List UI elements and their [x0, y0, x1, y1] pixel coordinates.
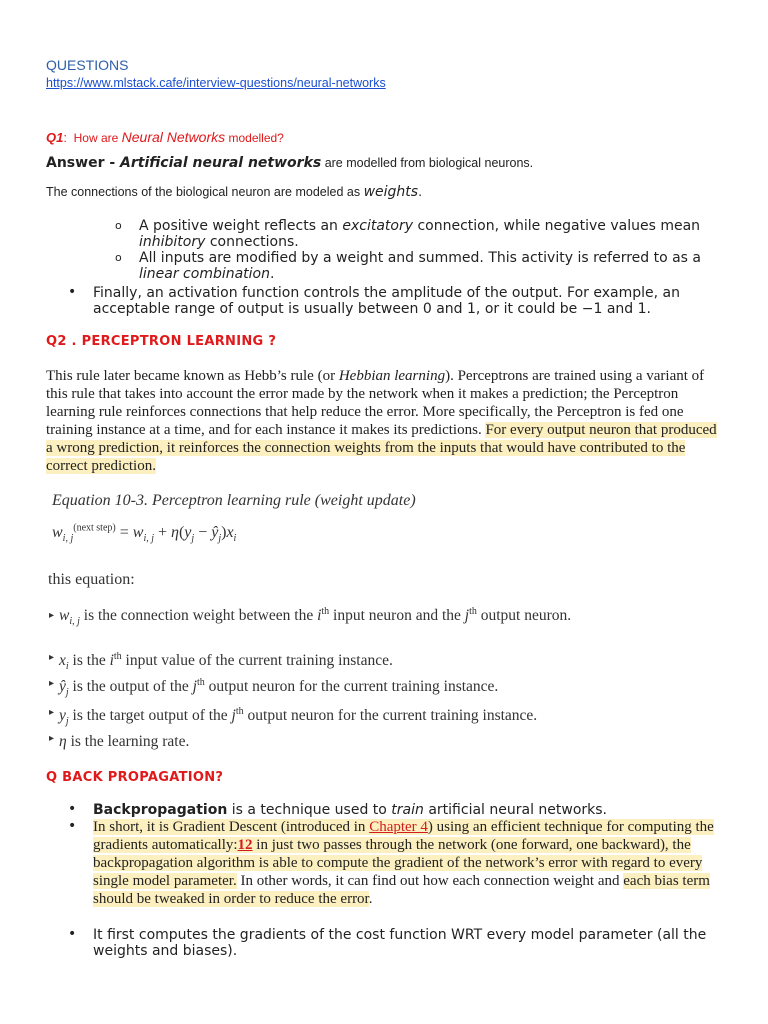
def-text: is the target output of the [68, 707, 232, 724]
answer-label: Answer - [46, 155, 121, 171]
triangle-bullet-icon: ▸ [49, 707, 55, 718]
def-text: is the connection weight between the [79, 607, 318, 624]
th-suffix: th [113, 650, 122, 662]
sub-bullet-text: A positive weight reflects an [139, 218, 343, 234]
q1-em: Neural Networks [121, 129, 226, 145]
bullet-text: In other words, it can find out how each connection weight and [236, 873, 624, 889]
sub-bullet-text: All inputs are modified by a weight and summed. This activity is referred to as a [139, 250, 702, 266]
def-1: ▸ $w_{i, j}$ is the connection weight between the $i^{th}$ input neuron and the $j^{th}$ output neuron. [49, 605, 572, 628]
q1-heading [46, 129, 284, 145]
triangle-bullet-icon: ▸ [49, 678, 55, 689]
bullet-text: Finally, an activation function controls the amplitude of the output. For example, an acceptable range of output is usually between 0 and 1, or it could be −1 and 1. [93, 285, 680, 317]
answer-rest: are modelled from biological neurons. [321, 156, 534, 170]
q1-answer [46, 155, 533, 171]
bullet-em: train [391, 802, 424, 818]
equation: $w_{i, j}^{(next step)} = w_{i, j} + \eta(y_j$ − $ŷ_j)x_i$ [52, 522, 237, 545]
connections-text: The connections of the biological neuron are modeled as [46, 185, 364, 199]
def-2: ▸ $x_i$ is the $i^{th}$ input value of the current training instance. [49, 650, 393, 673]
bullet-icon: • [68, 818, 77, 834]
answer-term: Artificial neural networks [120, 155, 322, 171]
bullet-text: artificial neural networks. [423, 802, 608, 818]
connections-post: . [418, 184, 423, 199]
q2-heading: Q2 . PERCEPTRON LEARNING ? [46, 334, 277, 349]
q3-heading: Q BACK PROPAGATION? [46, 770, 224, 785]
bullet-icon: • [68, 801, 77, 817]
q2-em: Hebbian learning [338, 368, 446, 384]
q2-highlight: For every output neuron that produced a wrong prediction, it reinforces the connection weights from the inputs that would have contributed to the correct prediction. [46, 422, 717, 474]
sub-bullet-em: linear combination [139, 266, 270, 282]
q2-paragraph [46, 367, 718, 475]
bullet-text: It first computes the gradients of the cost function WRT every model parameter (all the weights and biases). [93, 927, 707, 959]
highlight-text: ) using an efficient technique for computing the gradients automatically: [93, 819, 714, 853]
th-suffix: th [235, 705, 244, 717]
sub-bullet-em: inhibitory [139, 234, 206, 250]
th-suffix: th [196, 676, 205, 688]
sub-bullet-em: excitatory [342, 218, 414, 234]
footnote-12-link[interactable]: 12 [237, 837, 253, 853]
q2-text: ). Perceptrons are trained using a variant of this rule that takes into account the error made by the network when it makes a prediction; the Perceptron learning rule reinforces connections that help reduce the error. More specifically, the Perceptron is fed one training instance at a time, and for each instance it makes its predictions. [46, 368, 705, 438]
sub-bullet-item [115, 250, 709, 282]
chapter-4-link[interactable]: Chapter 4 [369, 819, 428, 835]
q3-bullet-2 [68, 818, 723, 908]
q3-bullet-3 [68, 926, 733, 959]
def-text: input neuron and the [329, 607, 465, 624]
def-text: output neuron. [476, 607, 572, 624]
q1-bullet [68, 284, 713, 317]
this-equation-label: this equation: [48, 571, 135, 588]
def-4: ▸ $y_j$ is the target output of the $j^{th}$ output neuron for the current training instance. [49, 705, 538, 728]
backprop-term: Backpropagation [93, 802, 228, 818]
circle-bullet-icon: o [115, 219, 122, 232]
connections-em: weights [363, 184, 419, 200]
source-link[interactable]: https://www.mlstack.cafe/interview-questions/neural-networks [46, 76, 386, 90]
def-text: output neuron for the current training instance. [204, 678, 499, 695]
sub-bullet-item [115, 218, 709, 250]
bullet-icon: • [68, 284, 77, 300]
q1-sub-bullets [115, 218, 709, 282]
next-step-label: (next step) [73, 522, 116, 534]
sub-bullet-text: . [270, 266, 275, 282]
def-3: ▸ $ŷ_j$ is the output of the $j^{th}$ output neuron for the current training instance. [49, 676, 499, 699]
equation-caption: Equation 10-3. Perceptron learning rule (weight update) [52, 492, 416, 509]
th-suffix: th [321, 605, 330, 617]
highlight-text: in just two passes through the network (one forward, one backward), the backpropagation algorithm is able to compute the gradient of the network’s error with regard to every single model parameter. [93, 837, 703, 889]
bullet-icon: • [68, 926, 77, 942]
bullet-text: is a technique used to [227, 802, 392, 818]
highlight-text: each bias term should be tweaked in order to reduce the error [93, 873, 710, 907]
q2-text: This rule later became known as Hebb’s rule (or [46, 368, 339, 384]
sub-bullet-text: connections. [205, 234, 299, 250]
def-text: output neuron for the current training instance. [243, 707, 538, 724]
q1-pre: How are [66, 131, 122, 145]
q1-colon: : [63, 130, 67, 145]
q1-connections [46, 184, 422, 200]
q1-post: modelled? [225, 131, 284, 145]
def-text: input value of the current training instance. [121, 652, 393, 669]
q3-bullet-1 [68, 801, 733, 818]
q1-number: Q1 [46, 130, 64, 145]
sub-bullet-text: connection, while negative values mean [413, 218, 701, 234]
section-heading-questions: QUESTIONS [46, 57, 129, 73]
triangle-bullet-icon: ▸ [49, 610, 55, 621]
def-text: is the [68, 652, 110, 669]
bullet-text: . [368, 891, 373, 907]
def-text: is the output of the [68, 678, 193, 695]
def-text: is the learning rate. [66, 733, 190, 750]
triangle-bullet-icon: ▸ [49, 733, 55, 744]
circle-bullet-icon: o [115, 251, 122, 264]
triangle-bullet-icon: ▸ [49, 652, 55, 663]
th-suffix: th [469, 605, 477, 617]
highlight-text: In short, it is Gradient Descent (introduced in [93, 819, 370, 835]
def-5: ▸ η is the learning rate. [49, 733, 190, 750]
